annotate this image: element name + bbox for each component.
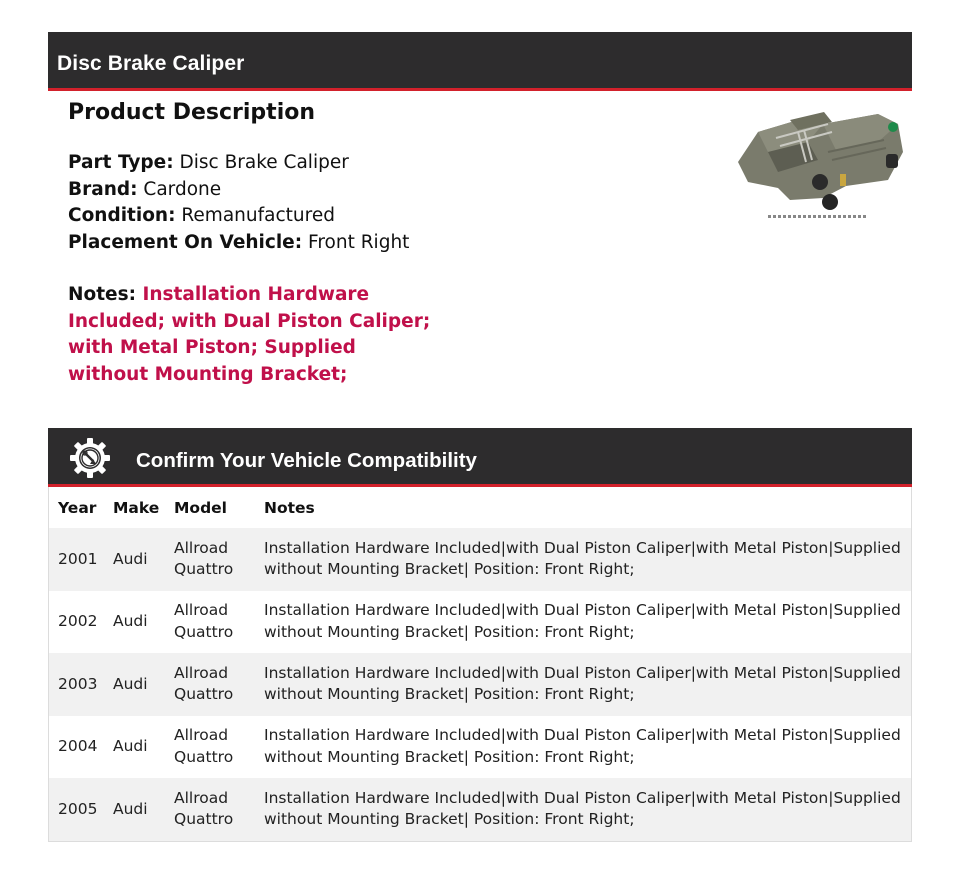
- product-notes: [68, 282, 438, 388]
- cell-model: Allroad Quattro: [174, 726, 234, 766]
- spec-condition: [68, 203, 688, 230]
- column-header-model: Model: [165, 487, 255, 528]
- cell-model: Allroad Quattro: [174, 788, 234, 829]
- column-header-notes: Notes: [255, 487, 911, 528]
- column-header-year: Year: [49, 487, 104, 528]
- cell-notes: Installation Hardware Included|with Dual Piston Caliper|with Metal Piston|Supplied without Mounting Bracket| Position: Front Right;: [264, 788, 901, 829]
- cell-model: Allroad Quattro: [174, 663, 234, 704]
- brake-caliper-image: [728, 102, 910, 214]
- spec-label: Part Type:: [68, 152, 174, 173]
- compatibility-table: [49, 487, 911, 841]
- spec-value: Remanufactured: [181, 205, 335, 226]
- product-image: [728, 102, 910, 222]
- cell-notes: Installation Hardware Included|with Dual Piston Caliper|with Metal Piston|Supplied without Mounting Bracket| Position: Front Right;: [264, 538, 901, 579]
- cell-year: 2005: [58, 799, 98, 818]
- spec-label: Placement On Vehicle:: [68, 231, 303, 253]
- compatibility-table-container: [48, 487, 912, 842]
- product-title-bar: [48, 32, 912, 91]
- table-row: [49, 716, 911, 779]
- description-heading: Product Description: [68, 100, 316, 125]
- cell-model: Allroad Quattro: [174, 601, 234, 641]
- cell-year: 2001: [58, 549, 98, 568]
- product-description: [68, 96, 688, 388]
- cell-make: Audi: [113, 674, 148, 693]
- cell-year: 2002: [58, 612, 98, 630]
- cell-notes: Installation Hardware Included|with Dual Piston Caliper|with Metal Piston|Supplied without Mounting Bracket| Position: Front Right;: [264, 726, 901, 766]
- spec-list: [68, 150, 688, 256]
- compatibility-title: Confirm Your Vehicle Compatibility: [136, 449, 477, 472]
- table-row: [49, 778, 911, 841]
- spec-label: Brand:: [68, 178, 138, 200]
- cell-year: 2003: [58, 674, 98, 693]
- spec-value: Disc Brake Caliper: [179, 152, 349, 173]
- spec-part-type: [68, 150, 688, 177]
- table-row: [49, 528, 911, 591]
- cell-make: Audi: [113, 612, 148, 630]
- spec-brand: [68, 177, 688, 204]
- cell-make: Audi: [113, 549, 148, 568]
- column-header-make: Make: [104, 487, 165, 528]
- spec-value: Front Right: [308, 231, 410, 253]
- gear-icon: [68, 436, 112, 480]
- cell-make: Audi: [113, 737, 148, 755]
- spec-label: Condition:: [68, 205, 176, 226]
- table-header-row: [49, 487, 911, 528]
- spec-placement: [68, 230, 688, 257]
- notes-label: Notes:: [68, 284, 136, 305]
- cell-notes: Installation Hardware Included|with Dual Piston Caliper|with Metal Piston|Supplied without Mounting Bracket| Position: Front Right;: [264, 663, 901, 704]
- compatibility-bar: [48, 428, 912, 487]
- cell-notes: Installation Hardware Included|with Dual Piston Caliper|with Metal Piston|Supplied without Mounting Bracket| Position: Front Right;: [264, 601, 901, 641]
- cell-year: 2004: [58, 737, 98, 755]
- image-disclaimer-text: [768, 215, 866, 218]
- product-title: Disc Brake Caliper: [57, 52, 245, 75]
- notes-value: Installation Hardware Included; with Dual Piston Caliper; with Metal Piston; Supplied without Mounting Bracket;: [68, 284, 431, 385]
- cell-make: Audi: [113, 799, 148, 818]
- spec-value: Cardone: [143, 178, 222, 200]
- cell-model: Allroad Quattro: [174, 538, 234, 579]
- table-row: [49, 653, 911, 716]
- table-row: [49, 591, 911, 654]
